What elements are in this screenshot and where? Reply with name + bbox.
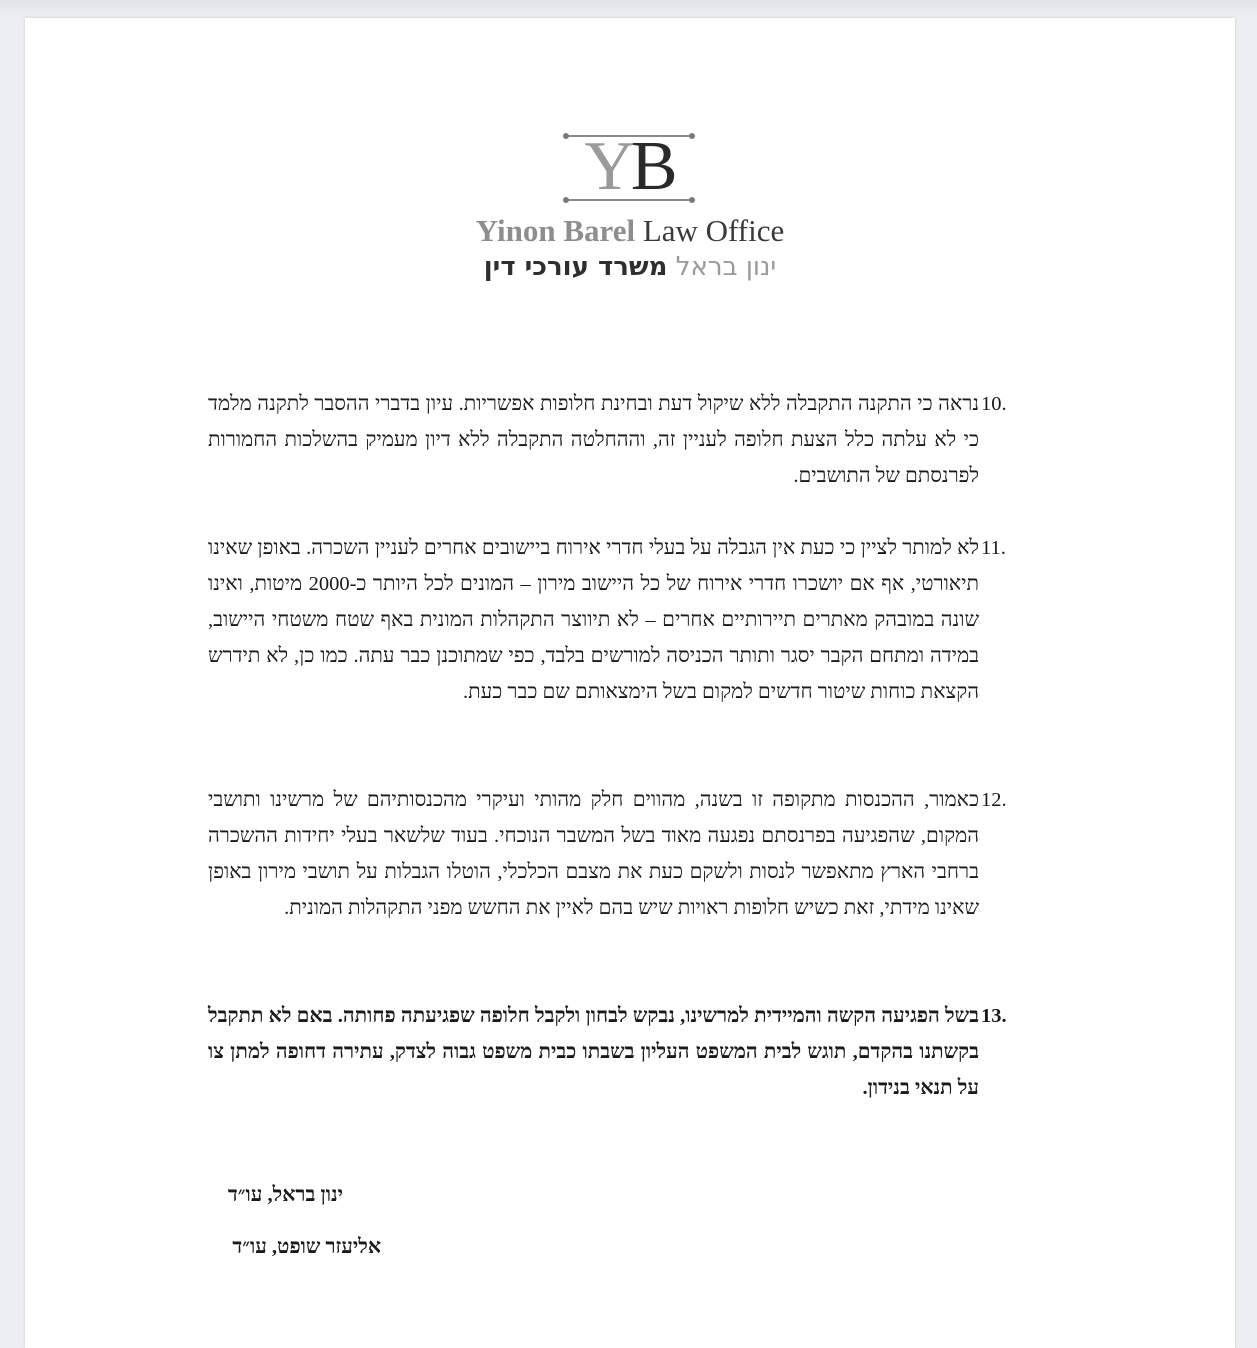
paragraph-text: כאמור, ההכנסות מתקופה זו בשנה, מהווים חלק מהותי ועיקרי מהכנסותיהם של מרשינו ותושבי המקום, שהפגיעה בפרנסתם נפגעה מאוד בשל המשבר הנוכחי. בעוד שלשאר בעלי יחידות ההשכרה ברחבי הארץ מתאפשר לנסות ולשקם כעת את מצבם הכלכלי, הוטלו הגבלות על תושבי מירון באופן שאינו מידתי, זאת כשיש חלופות ראויות שיש בהם לאיין את החשש מפני התקהלות המונית.: [208, 789, 979, 919]
paragraph-number: 10.: [981, 393, 1007, 415]
paragraph-11: [208, 530, 1006, 710]
document-page: [25, 18, 1235, 1348]
paragraph-10: [208, 386, 1007, 494]
logo-hebrew-law-office: משרד עורכי דין: [483, 252, 668, 282]
logo-english-law-office: Law Office: [642, 213, 785, 248]
paragraph-number: 12.: [981, 789, 1007, 811]
logo-monogram-y: Y: [584, 128, 631, 205]
paragraph-text: בשל הפגיעה הקשה והמיידית למרשינו, נבקש לבחון ולקבל חלופה שפגיעתה פחותה. באם לא תתקבל בקשתנו בהקדם, תוגש לבית המשפט העליון בשבתו כבית משפט גבוה לצדק, עתירה דחופה למתן צו על תנאי בנידון.: [208, 1005, 979, 1099]
logo-hebrew-firm-name: ינון בראל: [675, 252, 777, 282]
logo-hebrew-name: [25, 251, 1235, 283]
window-top-shadow: [0, 0, 1257, 18]
logo-english-name: [25, 213, 1235, 249]
logo-monogram: [563, 127, 695, 207]
paragraph-number: 11.: [981, 537, 1006, 559]
paragraph-number: 13.: [981, 1005, 1007, 1027]
signature-eliezer-shofet: אליעזר שופט, עו״ד: [232, 1236, 381, 1258]
paragraph-13: [208, 998, 1007, 1106]
logo-english-firm-name: Yinon Barel: [475, 213, 636, 248]
paragraph-text: נראה כי התקנה התקבלה ללא שיקול דעת ובחינת חלופות אפשריות. עיון בדברי ההסבר לתקנה מלמד כי לא עלתה כלל הצעת חלופה לעניין זה, וההחלטה התקבלה ללא דיון מעמיק בהשלכות החמורות לפרנסתם של התושבים.: [208, 393, 979, 487]
logo-monogram-b: B: [630, 128, 674, 205]
paragraph-text: לא למותר לציין כי כעת אין הגבלה על בעלי חדרי אירוח ביישובים אחרים לעניין השכרה. באופן שאינו תיאורטי, אף אם יושכרו חדרי אירוח של כל היישוב מירון – המונים לכל היותר כ-2000 מיטות, ואינו שונה במובהק מאתרים תיירותיים אחרים – לא תיווצר התקהלות המונית באף שטח משטחי היישוב, במידה ומתחם הקבר יסגר ותותר הכניסה למורשים בלבד, כפי שמתוכנן כבר עתה. כמו כן, לא תידרש הקצאת כוחות שיטור חדשים למקום בשל הימצאותם שם כבר כעת.: [208, 537, 979, 703]
paragraph-12: [208, 782, 1007, 926]
logo-monogram-frame: [563, 128, 695, 205]
signature-yinon-barel: ינון בראל, עו״ד: [227, 1184, 343, 1206]
letterhead-logo: [25, 18, 1235, 318]
